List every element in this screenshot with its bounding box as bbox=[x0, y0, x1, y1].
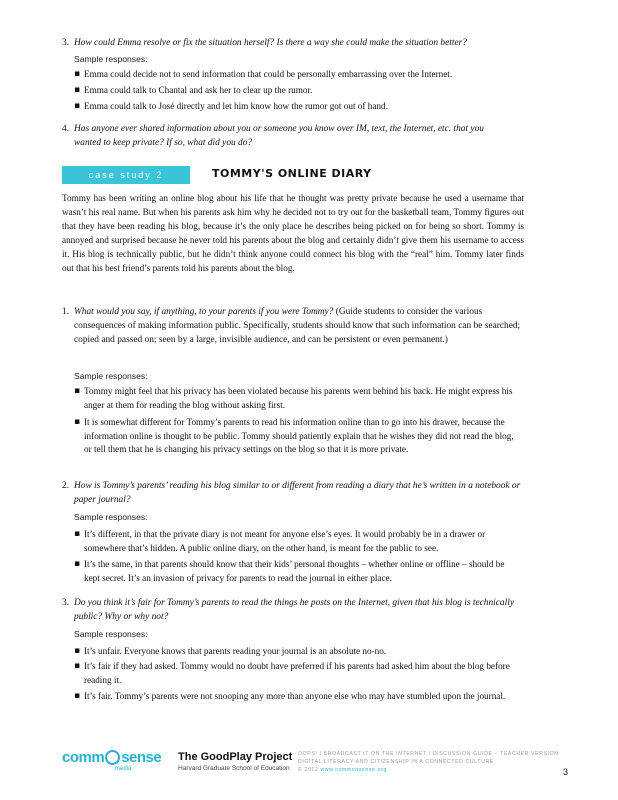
question-4 bbox=[62, 122, 502, 150]
question-number: 4. bbox=[62, 124, 70, 134]
question-text: How could Emma resolve or fix the situation herself? Is there a way she could make the situation better? bbox=[74, 38, 467, 48]
copyright-year: © 2012 bbox=[298, 767, 319, 773]
footer-url[interactable]: www.commonsense.org bbox=[320, 767, 387, 773]
question-number: 3. bbox=[62, 38, 70, 48]
response-item bbox=[74, 528, 514, 555]
bullet-icon: ▪ bbox=[74, 69, 81, 79]
question-number: 1. bbox=[62, 307, 70, 317]
question-italic: What would you say, if anything, to your parents if you were Tommy? bbox=[74, 307, 334, 317]
sample-responses-label: Sample responses: bbox=[74, 54, 148, 64]
response-text: Tommy might feel that his privacy has been violated because his parents went behind his back. He might express his anger at them for reading the blog without asking first. bbox=[84, 386, 513, 410]
logo-text-right: sense bbox=[121, 749, 162, 766]
bullet-icon: ▪ bbox=[74, 559, 81, 569]
response-text: It’s fair if they had asked. Tommy would no doubt have preferred if his parents had asked him about the blog before reading it. bbox=[84, 661, 510, 685]
question-number: 2. bbox=[62, 481, 70, 491]
sample-responses-label: Sample responses: bbox=[74, 371, 148, 381]
bullet-icon: ▪ bbox=[74, 85, 81, 95]
response-text: Emma could talk to Chantal and ask her to clear up the rumor. bbox=[84, 85, 313, 95]
logo-subtitle: media bbox=[115, 766, 132, 772]
case-question-1 bbox=[62, 305, 524, 347]
response-item bbox=[74, 416, 514, 457]
logo-ring-icon bbox=[105, 750, 120, 765]
question-text: Has anyone ever shared information about you or someone you know over IM, text, the Internet, etc. that you wanted to keep private? If so, what did you do? bbox=[74, 124, 484, 148]
common-sense-logo bbox=[62, 749, 161, 766]
response-text: It is somewhat different for Tommy’s parents to read his information online than to go into his drawer, because the information online is thought to be public. Tommy should patiently explain that he wishes they did not read the blog, or tell them that he is changing his privacy settings on the blog so that it is more private. bbox=[84, 417, 514, 454]
bullet-icon: ▪ bbox=[74, 529, 81, 539]
case-question-2 bbox=[62, 479, 524, 507]
footer-meta bbox=[298, 750, 560, 774]
response-text: It’s fair. Tommy’s parents were not snooping any more than anyone else who may have stumbled upon the journal. bbox=[84, 691, 506, 701]
footer-meta-line: DIGITAL LITERACY AND CITIZENSHIP IN A CONNECTED CULTURE bbox=[298, 759, 494, 765]
bullet-icon: ▪ bbox=[74, 661, 81, 671]
bullet-icon: ▪ bbox=[74, 417, 81, 427]
response-text: Emma could decide not to send information that could be personally embarrassing over the Internet. bbox=[84, 69, 453, 79]
footer-meta-line bbox=[298, 766, 560, 774]
response-item bbox=[74, 645, 514, 659]
response-text: It’s unfair. Everyone knows that parents reading your journal is an absolute no-no. bbox=[84, 646, 387, 656]
case-study-title: TOMMY'S ONLINE DIARY bbox=[212, 167, 372, 180]
response-item bbox=[74, 68, 514, 82]
page-number: 3 bbox=[563, 767, 569, 777]
response-item bbox=[74, 558, 514, 585]
response-item bbox=[74, 690, 514, 704]
question-text: Do you think it’s fair for Tommy’s parents to read the things he posts on the Internet, given that his blog is technically public? Why or why not? bbox=[74, 598, 514, 622]
bullet-icon: ▪ bbox=[74, 691, 81, 701]
response-text: Emma could talk to José directly and let him know how the rumor got out of hand. bbox=[84, 101, 388, 111]
question-text bbox=[62, 305, 524, 347]
sample-responses-label: Sample responses: bbox=[74, 512, 148, 522]
teacher-guide-note: (Guide students to consider the various consequences of making information public. Specifically, students should know that such information can be searched; copied and passed on; seen by a large, invisible audience, and can be persistent or even permanent.) bbox=[74, 307, 521, 345]
response-item bbox=[74, 100, 514, 114]
goodplay-project-subtitle: Harvard Graduate School of Education bbox=[178, 765, 290, 772]
goodplay-project-title: The GoodPlay Project bbox=[178, 751, 293, 763]
bullet-icon: ▪ bbox=[74, 646, 81, 656]
question-3 bbox=[62, 36, 562, 50]
response-item bbox=[74, 84, 514, 98]
question-text: How is Tommy’s parents’ reading his blog similar to or different from reading a diary that he’s written in a notebook or paper journal? bbox=[74, 481, 521, 505]
response-item bbox=[74, 385, 514, 412]
case-question-3 bbox=[62, 596, 524, 624]
footer-meta-line: OOPS! I BROADCAST IT ON THE INTERNET / DISCUSSION GUIDE – TEACHER VERSION bbox=[298, 751, 559, 757]
bullet-icon: ▪ bbox=[74, 386, 81, 396]
bullet-icon: ▪ bbox=[74, 101, 81, 111]
response-text: It’s the same, in that parents should know that their kids’ personal thoughts – whether online or offline – should be kept secret. It’s an invasion of privacy for parents to read the journal in either place. bbox=[84, 559, 505, 583]
sample-responses-label: Sample responses: bbox=[74, 629, 148, 639]
question-number: 3. bbox=[62, 598, 70, 608]
case-study-label: case study 2 bbox=[88, 170, 164, 180]
response-text: It’s different, in that the private diary is not meant for anyone else’s eyes. It would probably be in a drawer or somewhere that’s hidden. A public online diary, on the other hand, is meant for the public to see. bbox=[84, 529, 486, 553]
case-study-banner bbox=[62, 166, 190, 184]
logo-text-left: comm bbox=[62, 749, 105, 766]
response-item bbox=[74, 660, 514, 687]
case-study-story: Tommy has been writing an online blog about his life that he thought was pretty private because he used a username that wasn’t his real name. But when his parents ask him why he decided not to try out for the basketball team, Tommy figures out that they have been reading his blog, because it’s the only place he describes being picked on for being so short. Tommy is annoyed and surprised because he never told his parents about the blog and certainly didn’t give them his username to access it. His blog is technically public, but he didn’t think anyone could connect his blog with the “real” him. Tommy later finds out that his best friend’s parents told his parents about the blog. bbox=[62, 193, 524, 273]
